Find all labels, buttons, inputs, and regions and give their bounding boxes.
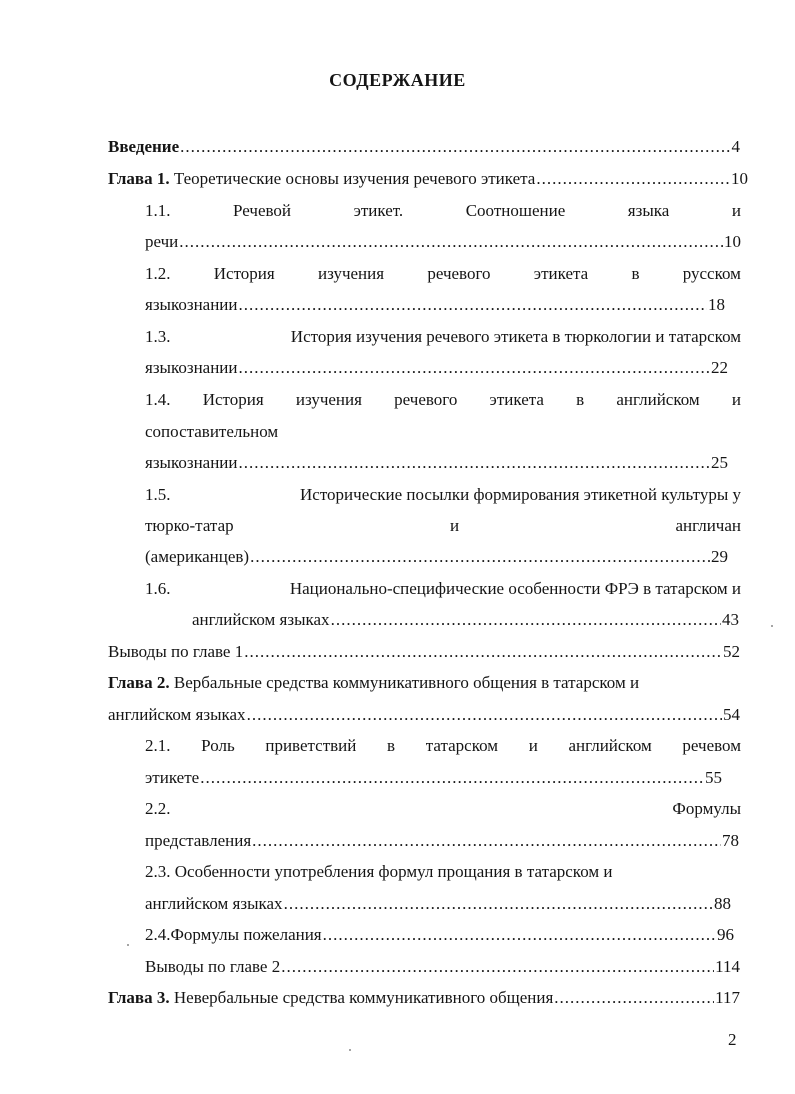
word: речевого	[394, 390, 458, 409]
toc-entry-2-1[interactable]	[145, 734, 741, 758]
toc-page: 4	[731, 137, 740, 156]
toc-entry-1-2-cont[interactable]	[145, 293, 725, 317]
word: История	[202, 390, 264, 409]
toc-entry-1-1[interactable]	[145, 199, 741, 223]
leader-dots	[239, 356, 710, 380]
leader-dots	[180, 135, 730, 159]
toc-label: Выводы по главе 2	[145, 957, 281, 976]
section-number: 1.3.	[145, 327, 171, 346]
toc-page: 10	[731, 169, 748, 188]
leader-dots	[281, 955, 714, 979]
toc-page: 25	[711, 453, 728, 472]
chapter-label: Глава 2.	[108, 673, 170, 692]
word: и	[731, 201, 741, 220]
scan-speck	[349, 1049, 351, 1051]
toc-label: Исторические посылки формирования этикетной культуры у	[300, 485, 741, 504]
toc-label	[108, 167, 535, 191]
word: этикета	[533, 264, 589, 283]
word: русском	[682, 264, 741, 283]
leader-dots	[179, 230, 723, 254]
toc-entry-1-3-cont[interactable]	[145, 356, 728, 380]
toc-label: Национально-специфические особенности ФРЭ в татарском и	[289, 579, 741, 598]
scan-speck	[127, 944, 129, 946]
toc-entry-2-2-cont[interactable]	[145, 829, 739, 853]
toc-label: представления	[145, 831, 252, 850]
chapter-label: Глава 3.	[108, 988, 170, 1007]
toc-entry-1-6-cont[interactable]	[192, 608, 739, 632]
word: английском	[616, 390, 700, 409]
toc-entry-chapter-2-cont[interactable]	[108, 703, 740, 727]
toc-page: 43	[722, 610, 739, 629]
word: речевом	[682, 736, 741, 755]
page-number: 2	[728, 1030, 737, 1049]
toc-entry-1-6[interactable]	[145, 577, 741, 601]
toc-label: английском языках	[145, 894, 283, 913]
toc-entry-2-3-cont[interactable]	[145, 892, 731, 916]
section-number: 1.2.	[145, 264, 171, 283]
toc-label: Введение	[108, 137, 180, 156]
section-number: 1.6.	[145, 579, 171, 598]
word: История	[213, 264, 275, 283]
section-number: 2.2.	[145, 799, 171, 818]
word: Роль	[201, 736, 235, 755]
word: англичан	[675, 516, 741, 535]
leader-dots	[323, 923, 716, 947]
toc-page: 55	[705, 768, 722, 787]
toc-entry-1-5-line2[interactable]	[145, 514, 741, 538]
word: и	[528, 736, 538, 755]
toc-page: 29	[711, 547, 728, 566]
word: этикет.	[353, 201, 404, 220]
chapter-title: Теоретические основы изучения речевого этикета	[169, 169, 536, 188]
page-title: СОДЕРЖАНИЕ	[329, 70, 466, 90]
toc-entry-intro[interactable]	[108, 135, 740, 159]
toc-entry-1-5[interactable]	[145, 483, 741, 507]
toc-entry-chapter-3[interactable]	[108, 986, 740, 1010]
leader-dots	[331, 608, 721, 632]
toc-entry-chapter-1[interactable]	[108, 167, 748, 191]
section-number: 2.1.	[145, 736, 171, 755]
word: в	[576, 390, 585, 409]
toc-entry-1-4-line2: сопоставительном	[145, 422, 279, 441]
word: изучения	[295, 390, 362, 409]
toc-label: английском языках	[108, 705, 246, 724]
toc-page: 114	[715, 957, 740, 976]
leader-dots	[252, 829, 721, 853]
chapter-title: Невербальные средства коммуникативного общения	[169, 988, 554, 1007]
toc-page: 78	[722, 831, 739, 850]
toc-label: языкознании	[145, 358, 238, 377]
word: в	[631, 264, 640, 283]
toc-label: языкознании	[145, 453, 238, 472]
section-number: 1.5.	[145, 485, 171, 504]
toc-entry-2-1-cont[interactable]	[145, 766, 722, 790]
toc-entry-1-4[interactable]	[145, 388, 741, 412]
leader-dots	[284, 892, 713, 916]
toc-label: История изучения речевого этикета в тюркологии и татарском	[290, 327, 741, 346]
toc-label: языкознании	[145, 295, 238, 314]
toc-label: этикете	[145, 768, 200, 787]
chapter-label: Глава 1.	[108, 169, 170, 188]
toc-page: 18	[708, 295, 725, 314]
leader-dots	[536, 167, 730, 191]
toc-entry-1-5-cont[interactable]	[145, 545, 728, 569]
leader-dots	[239, 451, 710, 475]
word: и	[731, 390, 741, 409]
word: этикета	[489, 390, 544, 409]
toc-label: Выводы по главе 1	[108, 642, 244, 661]
word: Формулы	[672, 799, 741, 818]
scan-speck	[771, 625, 773, 627]
toc-page: 52	[723, 642, 740, 661]
chapter-title: Вербальные средства коммуникативного общения в татарском и	[169, 673, 640, 692]
word: тюрко-татар	[145, 516, 234, 535]
toc-entry-2-4[interactable]	[145, 923, 734, 947]
toc-entry-2-2[interactable]	[145, 797, 741, 821]
toc-page: 22	[711, 358, 728, 377]
word: английском	[568, 736, 652, 755]
word: в	[387, 736, 396, 755]
toc-entry-1-4-cont[interactable]	[145, 451, 728, 475]
word: приветствий	[265, 736, 357, 755]
toc-page: 96	[717, 925, 734, 944]
word: изучения	[317, 264, 385, 283]
word: татарском	[425, 736, 499, 755]
toc-entry-2-3[interactable]: 2.3. Особенности употребления формул прощания в татарском и	[145, 862, 613, 881]
word: Речевой	[233, 201, 292, 220]
toc-label: (американцев)	[145, 547, 250, 566]
word: и	[449, 516, 460, 535]
section-number: 1.1.	[145, 201, 171, 220]
toc-entry-1-2[interactable]	[145, 262, 741, 286]
leader-dots	[244, 640, 722, 664]
toc-page: 88	[714, 894, 731, 913]
word: речевого	[427, 264, 491, 283]
leader-dots	[200, 766, 704, 790]
toc-page: 54	[723, 705, 740, 724]
word: языка	[627, 201, 670, 220]
toc-label: 2.4.Формулы пожелания	[145, 925, 322, 944]
toc-label	[108, 986, 553, 1010]
toc-entry-conclusions-1[interactable]	[108, 640, 740, 664]
toc-entry-chapter-2[interactable]	[108, 671, 741, 695]
toc-label: речи	[145, 232, 179, 251]
leader-dots	[247, 703, 722, 727]
leader-dots	[239, 293, 707, 317]
word: Соотношение	[465, 201, 566, 220]
toc-entry-1-1-cont[interactable]	[145, 230, 741, 254]
leader-dots	[554, 986, 714, 1010]
toc-entry-conclusions-2[interactable]	[145, 955, 740, 979]
section-number: 1.4.	[145, 390, 171, 409]
toc-entry-1-3[interactable]	[145, 325, 741, 349]
toc-label: английском языках	[192, 610, 330, 629]
toc-page: 117	[715, 988, 740, 1007]
toc-page: 10	[724, 232, 741, 251]
leader-dots	[250, 545, 710, 569]
